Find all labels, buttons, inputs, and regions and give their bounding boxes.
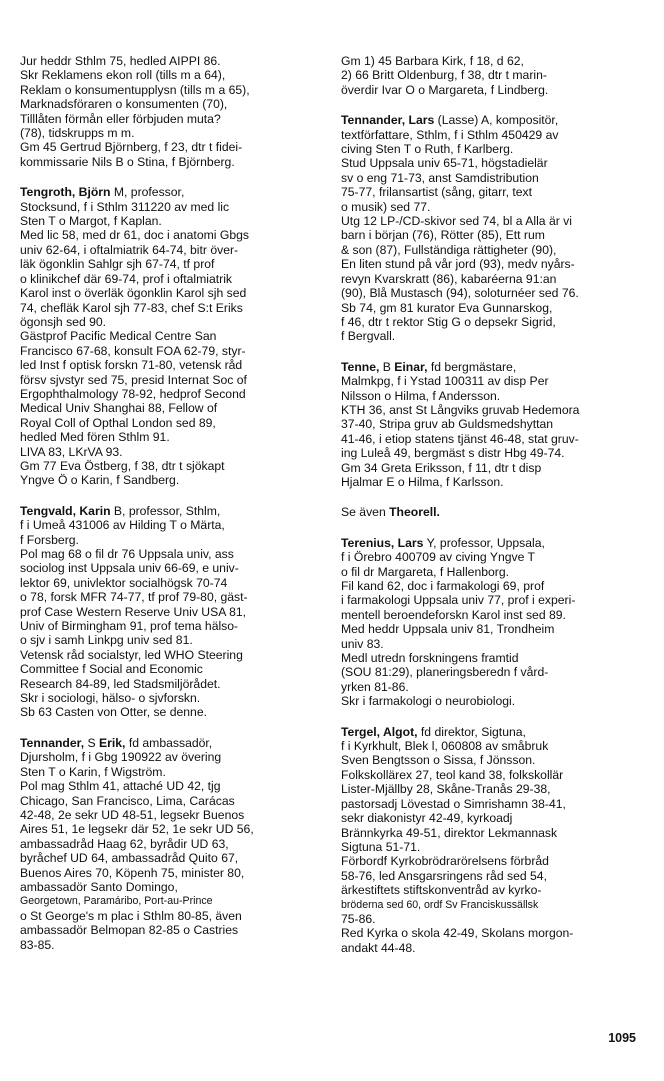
entry-name: Tenne, — [341, 359, 380, 374]
entry-line: Chicago, San Francisco, Lima, Carácas — [20, 793, 235, 808]
entry-line: Yngve Ö o Karin, f Sandberg. — [20, 473, 180, 488]
right-column — [341, 54, 633, 971]
entry-line: (78), tidskrupps m m. — [20, 126, 135, 141]
entry-line: Fil kand 62, doc i farmakologi 69, prof — [341, 579, 545, 593]
entry-line: överdir Ivar O o Margareta, f Lindberg. — [341, 82, 549, 97]
entry-line: fd bergmästare, — [427, 359, 517, 374]
entry-line: ing Luleå 49, bergmäst s distr Hbg 49-74. — [341, 446, 565, 461]
cross-reference-name: Theorell. — [389, 505, 440, 520]
entry-continuation — [20, 54, 312, 169]
entry-line: Brännkyrka 49-51, direktor Lekmannask — [341, 825, 558, 840]
entry-line: Gm 45 Gertrud Björnberg, f 23, dtr t fidei- — [20, 140, 243, 155]
entry-line: Gm 77 Eva Östberg, f 38, dtr t sjökapt — [20, 458, 225, 473]
entry-line: Pol mag Sthlm 41, attaché UD 42, tjg — [20, 779, 221, 794]
entry-line: Ergophthalmology 78-92, hedprof Second — [20, 386, 246, 401]
entry-line: Univ of Birmingham 91, prof tema hälso- — [20, 619, 239, 634]
entry-line: Sb 63 Casten von Otter, se denne. — [20, 705, 207, 720]
entry-line: o sjv i samh Linkpg univ sed 81. — [20, 633, 193, 648]
entry-line: civing Sten T o Ruth, f Karlberg. — [341, 142, 514, 157]
entry-line: Med lic 58, med dr 61, doc i anatomi Gbgs — [20, 228, 249, 243]
entry-line: Skr Reklamens ekon roll (tills m a 64), — [20, 68, 226, 83]
entry-line: Jur heddr Sthlm 75, hedled AIPPI 86. — [20, 54, 221, 68]
entry-line: Georgetown, Paramáribo, Port-au-Prince — [20, 895, 213, 908]
entry-line: Sten T o Margot, f Kaplan. — [20, 214, 162, 229]
entry-line: läk ögonklin Sahlgr sjh 67-74, tf prof — [20, 257, 215, 272]
entry-line: Med heddr Uppsala univ 81, Trondheim — [341, 622, 555, 637]
entry-line: (Lasse) A, kompositör, — [434, 113, 559, 128]
entry-line: sv o eng 71-73, anst Samdistribution — [341, 170, 539, 185]
entry-line: 75-77, frilansartist (sång, gitarr, text — [341, 185, 533, 200]
entry-line: Reklam o konsumentupplysn (tills m a 65), — [20, 82, 250, 97]
entry-line: barn i början (76), Rötter (85), Ett rum — [341, 228, 545, 243]
entry-given-name: Einar, — [394, 359, 428, 374]
entry-line: Skr i farmakologi o neurobiologi. — [341, 694, 516, 709]
entry-line: Sten T o Karin, f Wigström. — [20, 764, 166, 779]
entry-line: Sven Bengtsson o Sissa, f Jönsson. — [341, 753, 536, 768]
entry-line: Utg 12 LP-/CD-skivor sed 74, bl a Alla är vi — [341, 214, 572, 229]
entry-name: Tennander, — [20, 735, 85, 750]
entry-line: kommissarie Nils B o Stina, f Björnberg. — [20, 154, 235, 169]
entry-line: & son (87), Fullständiga rättigheter (90), — [341, 242, 557, 257]
entry-name: Terenius, Lars — [341, 535, 424, 550]
entry-line: pastorsadj Lövestad o Simrishamn 38-41, — [341, 796, 566, 811]
entry-line: andakt 44-48. — [341, 940, 416, 955]
entry-line: Skr i sociologi, hälso- o sjvforskn. — [20, 691, 201, 706]
entry-line: f 46, dtr t rektor Stig G o depsekr Sigrid, — [341, 314, 556, 329]
entry-tenne — [341, 360, 633, 490]
entry-line: Lister-Mjällby 28, Skåne-Tranås 29-38, — [341, 782, 551, 797]
entry-line: lektor 69, univlektor socialhögsk 70-74 — [20, 575, 228, 590]
entry-first-line — [341, 725, 633, 739]
entry-line: yrken 81-86. — [341, 679, 409, 694]
entry-line: ambassadör Santo Domingo, — [20, 879, 178, 894]
entry-line: Y, professor, Uppsala, — [423, 535, 545, 550]
entry-line: led Inst f optisk forskn 71-80, vetensk råd — [20, 358, 243, 373]
entry-line: 41-46, i etiop statens tjänst 46-48, stat gruv- — [341, 431, 579, 446]
entry-line: Buenos Aires 70, Köpenh 75, minister 80, — [20, 865, 245, 880]
entry-tengvald — [20, 504, 312, 720]
entry-line: Sigtuna 51-71. — [341, 839, 421, 854]
entry-line: 75-86. — [341, 911, 376, 926]
entry-line: 42-48, 2e sekr UD 48-51, legsekr Buenos — [20, 807, 245, 822]
cross-reference-prefix: Se även — [341, 505, 390, 520]
entry-line: KTH 36, anst St Långviks gruvab Hedemora — [341, 402, 580, 417]
entry-line: Folkskollärex 27, teol kand 38, folkskollär — [341, 767, 564, 782]
entry-first-line: Tenne, B Einar, fd bergmästare, — [341, 359, 517, 374]
cross-reference — [341, 505, 633, 519]
entry-line: Marknadsföraren o konsumenten (70), — [20, 97, 228, 112]
entry-line: byråchef UD 64, ambassadråd Quito 67, — [20, 851, 239, 866]
entry-given-name: Erik, — [99, 735, 126, 750]
entry-name: Tengroth, Björn — [20, 185, 111, 200]
entry-line: Vetensk råd socialstyr, led WHO Steering — [20, 647, 243, 662]
entry-line: Francisco 67-68, konsult FOA 62-79, styr- — [20, 343, 246, 358]
entry-line: Malmkpg, f i Ystad 100311 av disp Per — [341, 374, 549, 389]
entry-tergel — [341, 725, 633, 956]
entry-line: textförfattare, Sthlm, f i Sthlm 450429 av — [341, 127, 559, 142]
entry-first-line — [20, 504, 312, 518]
entry-line: Nilsson o Hilma, f Andersson. — [341, 388, 501, 403]
entry-line: i farmakologi Uppsala univ 77, prof i experi- — [341, 593, 576, 608]
entry-line: revyn Kvarskratt (86), kabaréerna 91:an — [341, 271, 557, 286]
entry-line: M, professor, — [110, 185, 185, 200]
entry-name: Tergel, Algot, — [341, 724, 418, 739]
entry-line: Gästprof Pacific Medical Centre San — [20, 329, 217, 344]
entry-line: Research 84-89, led Stadsmiljörådet. — [20, 676, 221, 691]
entry-tennander-erik — [20, 736, 312, 952]
entry-line: Red Kyrka o skola 42-49, Skolans morgon- — [341, 926, 574, 941]
entry-line: Sb 74, gm 81 kurator Eva Gunnarskog, — [341, 300, 553, 315]
entry-line: Medical Univ Shanghai 88, Fellow of — [20, 401, 218, 416]
entry-line: sekr diakonistyr 42-49, kyrkoadj — [341, 811, 513, 826]
entry-first-line — [341, 536, 633, 550]
entry-line: o musik) sed 77. — [341, 199, 431, 214]
entry-line: B, professor, Sthlm, — [110, 503, 221, 518]
entry-line: ärkestiftets stiftskonventråd av kyrko- — [341, 883, 542, 898]
entry-line: f i Umeå 431006 av Hilding T o Märta, — [20, 518, 225, 533]
entry-line: fd ambassadör, — [125, 735, 213, 750]
entry-line: Stocksund, f i Sthlm 311220 av med lic — [20, 199, 230, 214]
entry-line: f i Kyrkhult, Blek l, 060808 av småbruk — [341, 739, 549, 754]
entry-line: LIVA 83, LKrVA 93. — [20, 444, 123, 459]
entry-line: 58-76, led Ansgarsringens råd sed 54, — [341, 868, 547, 883]
entry-line: Djursholm, f i Gbg 190922 av övering — [20, 750, 222, 765]
entry-line: Hjalmar E o Hilma, f Karlsson. — [341, 474, 504, 489]
entry-line: o 78, forsk MFR 74-77, tf prof 79-80, gäst- — [20, 590, 248, 605]
entry-line: sociolog inst Uppsala univ 66-69, e univ- — [20, 561, 239, 576]
entry-line: o klinikchef där 69-74, prof i oftalmiatrik — [20, 271, 233, 286]
entry-line: f Forsberg. — [20, 532, 79, 547]
entry-line: Tilllåten förmån eller förbjuden muta? — [20, 111, 221, 126]
entry-line: fd direktor, Sigtuna, — [417, 724, 526, 739]
entry-line: mentell beroendeforskn Karol inst sed 89. — [341, 607, 566, 622]
entry-line: univ 62-64, i oftalmiatrik 64-74, bitr över- — [20, 242, 239, 257]
cross-reference-line — [341, 505, 633, 519]
entry-line: 2) 66 Britt Oldenburg, f 38, dtr t marin- — [341, 68, 547, 83]
entry-line: hedled Med fören Sthlm 91. — [20, 430, 170, 445]
entry-line: o St George's m plac i Sthlm 80-85, även — [20, 908, 242, 923]
entry-line: ambassadråd Haag 62, byrådir UD 63, — [20, 836, 229, 851]
entry-line: Gm 1) 45 Barbara Kirk, f 18, d 62, — [341, 54, 524, 68]
entry-line: Stud Uppsala univ 65-71, högstadielär — [341, 156, 548, 171]
entry-line: ambassadör Belmopan 82-85 o Castries — [20, 923, 239, 938]
entry-line: ögonsjh sed 90. — [20, 314, 107, 329]
entry-line: f i Örebro 400709 av civing Yngve T — [341, 550, 535, 565]
entry-line: Karol inst o överläk ögonklin Karol sjh sed — [20, 286, 247, 301]
entry-line: Pol mag 68 o fil dr 76 Uppsala univ, ass — [20, 547, 234, 561]
entry-tengroth — [20, 185, 312, 488]
entry-line: f Bergvall. — [341, 329, 396, 344]
left-column — [20, 54, 312, 968]
entry-line: (SOU 81:29), planeringsberedn f vård- — [341, 665, 549, 680]
entry-line: (90), Blå Mustasch (94), soloturnéer sed 76. — [341, 286, 579, 301]
entry-continuation — [341, 54, 633, 97]
entry-line: Royal Coll of Opthal London sed 89, — [20, 415, 216, 430]
entry-name: Tennander, Lars — [341, 113, 435, 128]
entry-line: Förbordf Kyrkobrödrarörelsens förbråd — [341, 854, 549, 869]
entry-first-line — [341, 113, 633, 127]
entry-line: Gm 34 Greta Eriksson, f 11, dtr t disp — [341, 460, 542, 475]
entry-line: univ 83. — [341, 636, 384, 651]
entry-line: Aires 51, 1e legsekr där 52, 1e sekr UD 56, — [20, 822, 254, 837]
page-number: 1095 — [608, 1031, 636, 1045]
entry-line: prof Case Western Reserve Univ USA 81, — [20, 604, 247, 619]
entry-line: 74, chefläk Karol sjh 77-83, chef S:t Eriks — [20, 300, 243, 315]
entry-line: försv sjvstyr sed 75, presid Internat Soc of — [20, 372, 247, 387]
entry-line: 37-40, Stripa gruv ab Guldsmedshyttan — [341, 417, 554, 432]
entry-first-line: Tennander, S Erik, fd ambassadör, — [20, 735, 213, 750]
entry-line: bröderna sed 60, ordf Sv Franciskussällsk — [341, 898, 539, 911]
entry-line: Medl utredn forskningens framtid — [341, 651, 519, 666]
entry-name: Tengvald, Karin — [20, 503, 111, 518]
entry-terenius — [341, 536, 633, 709]
entry-line: 83-85. — [20, 937, 55, 952]
entry-line: En liten stund på vår jord (93), medv nyårs- — [341, 257, 575, 272]
entry-line: Committee f Social and Economic — [20, 662, 203, 677]
entry-line: o fil dr Margareta, f Hallenborg. — [341, 564, 509, 579]
entry-tennander-lars — [341, 113, 633, 344]
entry-first-line — [20, 185, 312, 199]
